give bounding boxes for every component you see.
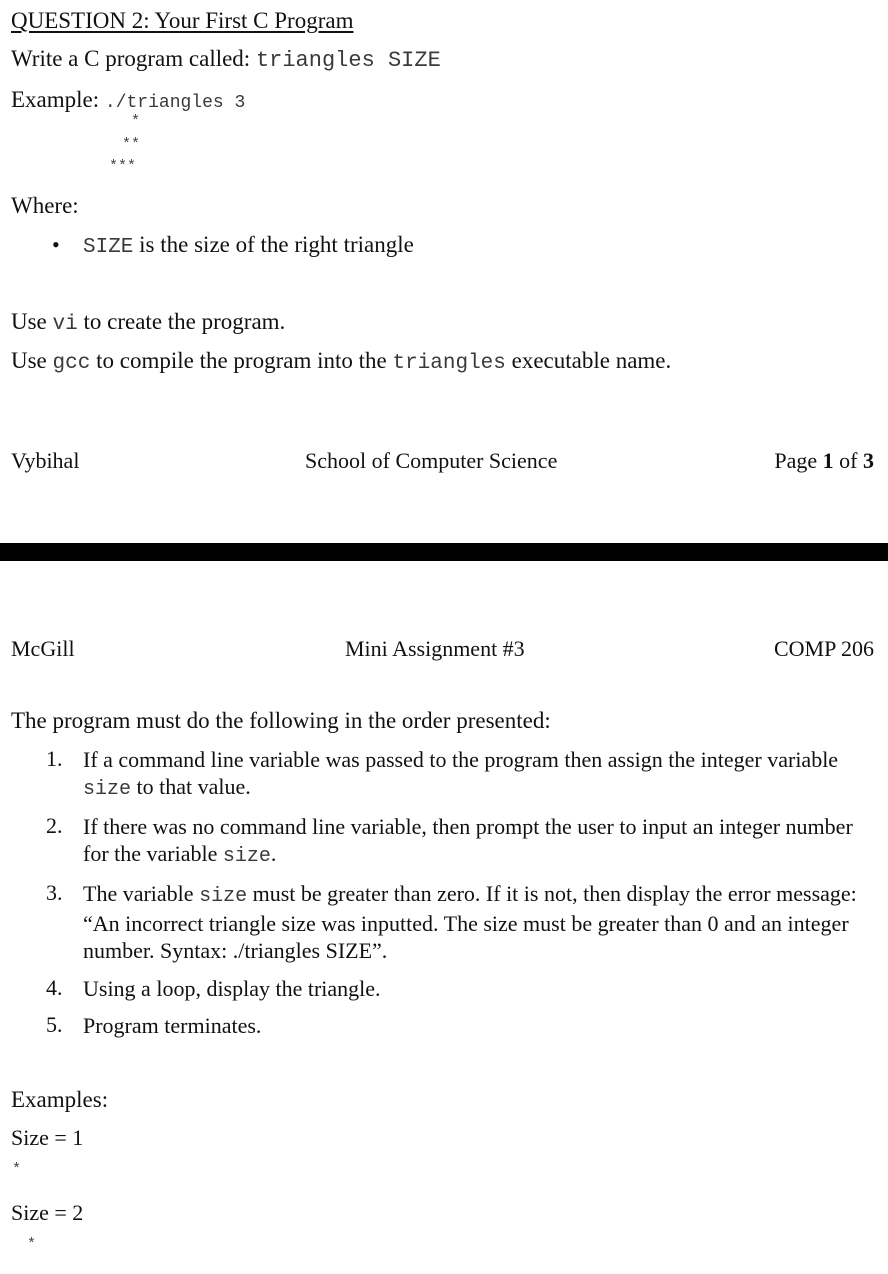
use-vi-line <box>11 309 285 336</box>
header-assignment: Mini Assignment #3 <box>345 636 525 661</box>
use-vi-prefix: Use <box>11 309 53 334</box>
step-3-text-b: must be greater than zero. If it is not, then display the error message: “An incorrect triangle size was inputted. The size must be greater than 0 and an integer number. Syntax: ./triangles SIZE”. <box>83 881 857 963</box>
example-2-output: * <box>27 1236 37 1253</box>
use-gcc-suffix: executable name. <box>505 348 672 373</box>
step-1-text-b: to that value. <box>131 774 251 799</box>
example-output-line-2: ** <box>122 136 141 153</box>
write-prefix: Write a C program called: <box>11 46 256 71</box>
step-number: 2. <box>46 813 63 838</box>
step-2-code: size <box>222 845 271 868</box>
step-number: 3. <box>46 880 63 905</box>
page-middle: of <box>833 448 863 473</box>
step-2-text-b: . <box>270 841 277 866</box>
question-heading: QUESTION 2: Your First C Program <box>11 8 354 33</box>
step-number: 1. <box>46 746 63 771</box>
use-vi-suffix: to create the program. <box>77 309 286 334</box>
step-number: 5. <box>46 1012 63 1037</box>
example-output-line-1: * <box>131 113 141 130</box>
write-line <box>11 46 441 73</box>
header-course: COMP 206 <box>773 636 874 661</box>
example-code: ./triangles 3 <box>104 93 246 113</box>
step-5-text: Program terminates. <box>83 1013 262 1038</box>
step-4-text: Using a loop, display the triangle. <box>83 976 381 1001</box>
step-number: 4. <box>46 975 63 1000</box>
example-1-output: * <box>12 1161 22 1178</box>
examples-label: Examples: <box>11 1087 109 1112</box>
page-prefix: Page <box>774 448 823 473</box>
bullet-item <box>83 232 414 259</box>
footer-page-number <box>774 448 874 474</box>
footer-author: Vybihal <box>11 448 80 473</box>
use-gcc-code2: triangles <box>392 352 506 375</box>
use-gcc-line <box>11 348 671 375</box>
example-1-label: Size = 1 <box>11 1125 84 1150</box>
page-divider <box>0 543 888 561</box>
where-label: Where: <box>11 193 79 218</box>
step-3-text-a: The variable <box>83 881 200 906</box>
page-total: 3 <box>863 448 874 473</box>
step-2-text <box>83 813 853 870</box>
footer-school: School of Computer Science <box>305 448 558 473</box>
example-2-label: Size = 2 <box>11 1200 84 1225</box>
use-vi-code: vi <box>52 313 78 336</box>
step-3-text <box>83 880 878 964</box>
step-3-code: size <box>199 885 248 908</box>
page-current: 1 <box>822 448 834 473</box>
header-institution: McGill <box>11 636 75 661</box>
bullet-text: is the size of the right triangle <box>133 232 414 257</box>
use-gcc-code: gcc <box>52 352 91 375</box>
use-gcc-middle: to compile the program into the <box>90 348 393 373</box>
write-code: triangles SIZE <box>255 48 441 73</box>
intro-text: The program must do the following in the order presented: <box>11 708 551 733</box>
bullet-code: SIZE <box>83 236 134 259</box>
step-1-text-a: If a command line variable was passed to the program then assign the integer variable <box>83 747 839 772</box>
step-1-text <box>83 746 878 803</box>
example-label: Example: <box>11 87 105 112</box>
example-line <box>11 87 245 113</box>
example-output-line-3: *** <box>109 158 137 175</box>
bullet-dot: • <box>52 232 60 257</box>
step-1-code: size <box>83 778 132 801</box>
use-gcc-prefix: Use <box>11 348 53 373</box>
step-2-text-a: If there was no command line variable, then prompt the user to input an integer number for the variable <box>83 814 853 866</box>
